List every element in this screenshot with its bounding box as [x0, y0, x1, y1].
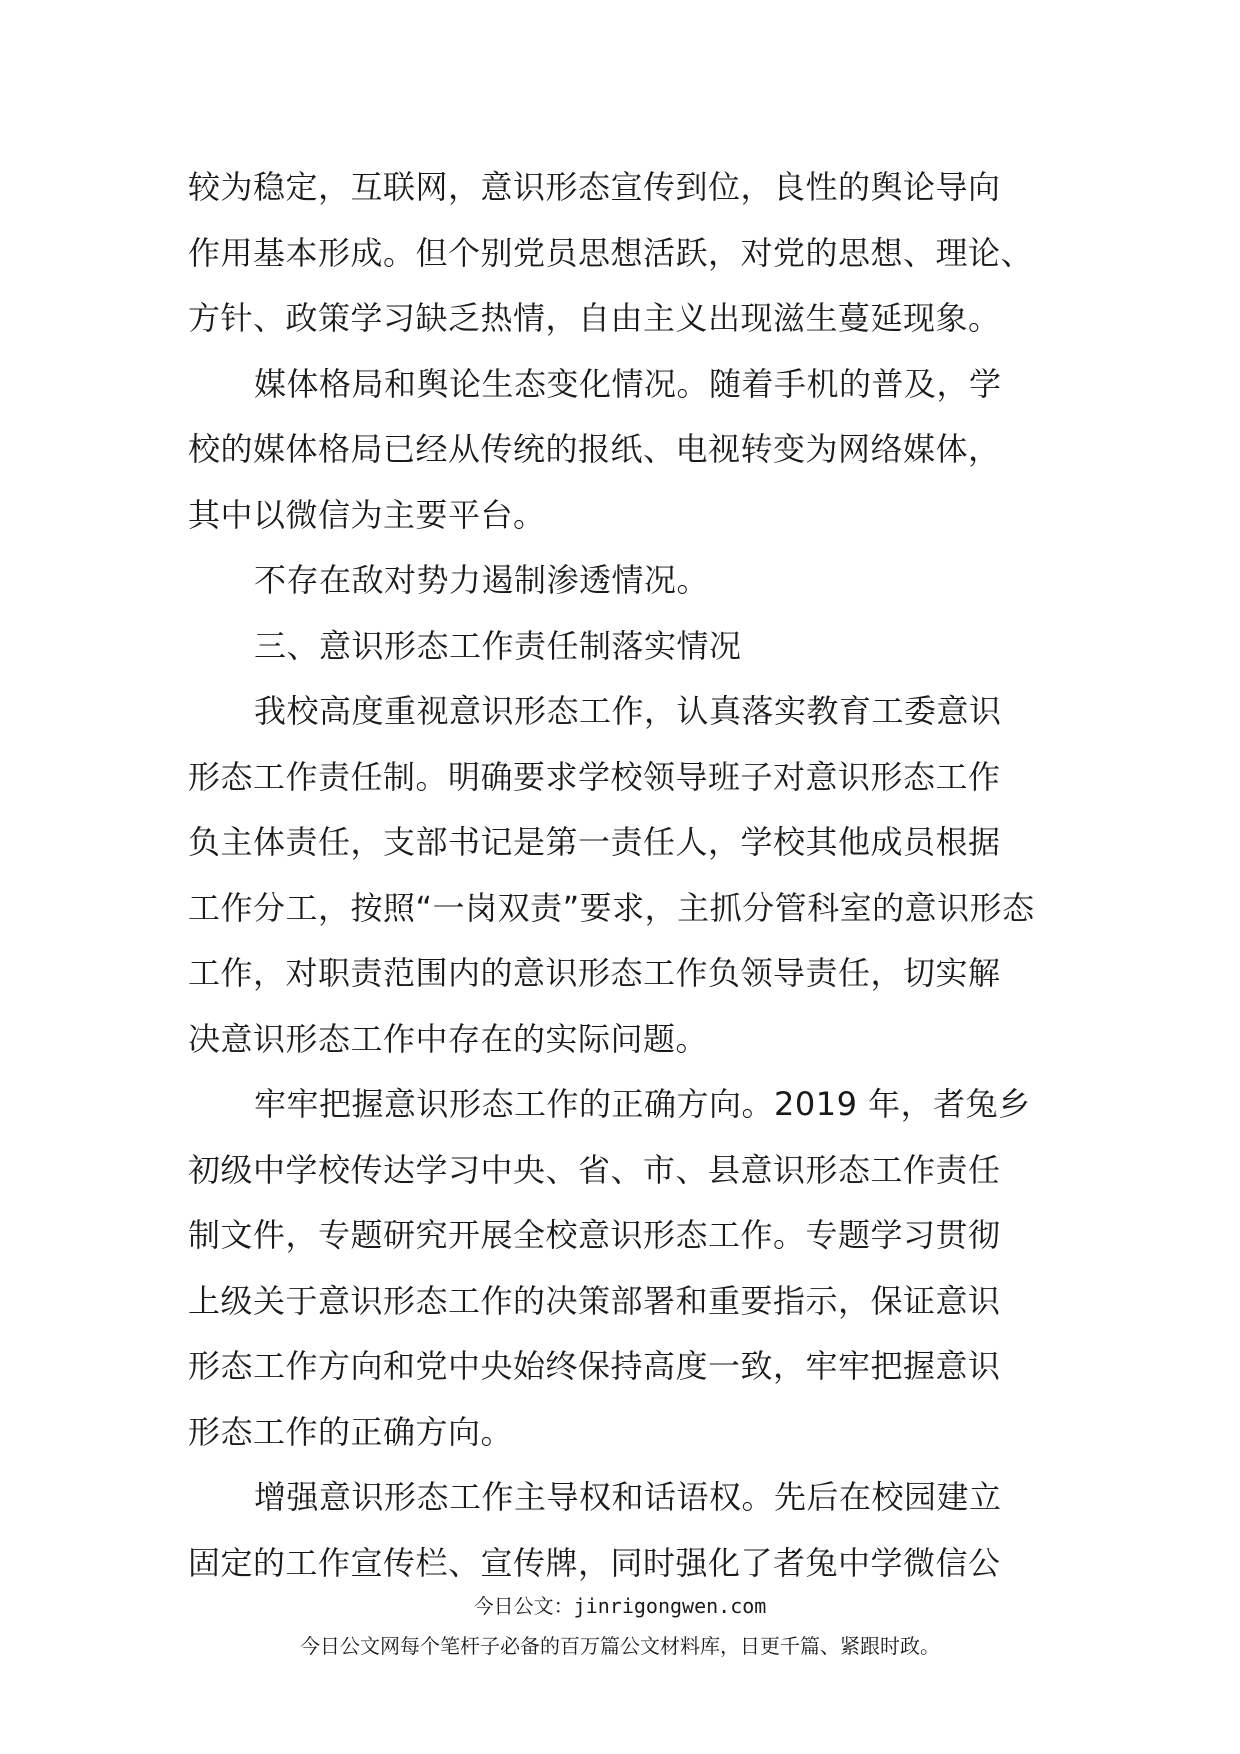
paragraph-line: 校的媒体格局已经从传统的报纸、电视转变为网络媒体，	[188, 430, 1001, 468]
paragraph-line: 形态工作方向和党中央始终保持高度一致，牢牢把握意识	[188, 1347, 1001, 1385]
paragraph-line: 初级中学校传达学习中央、省、市、县意识形态工作责任	[188, 1150, 1001, 1189]
footer-source	[0, 1590, 1240, 1619]
paragraph-first-line: 三、意识形态工作责任制落实情况	[254, 626, 742, 665]
paragraph-line: 决意识形态工作中存在的实际问题。	[188, 1019, 709, 1058]
paragraph-first-line: 不存在敌对势力遏制渗透情况。	[254, 561, 710, 599]
paragraph-line: 制文件，专题研究开展全校意识形态工作。专题学习贯彻	[188, 1216, 1001, 1254]
footer-slogan: 今日公文网每个笔杆子必备的百万篇公文材料库，日更千篇、紧跟时政。	[300, 1634, 940, 1658]
paragraph-line: 负主体责任，支部书记是第一责任人，学校其他成员根据	[188, 823, 1001, 861]
paragraph-first-line: 牢牢把握意识形态工作的正确方向。2019 年，者兔乡	[254, 1085, 1031, 1123]
paragraph-first-line: 我校高度重视意识形态工作，认真落实教育工委意识	[254, 692, 1002, 730]
paragraph-line: 工作分工，按照“一岗双责”要求，主抓分管科室的意识形态	[188, 888, 1035, 927]
paragraph-line: 固定的工作宣传栏、宣传牌，同时强化了者兔中学微信公	[188, 1543, 1001, 1582]
paragraph-line: 作用基本形成。但个别党员思想活跃，对党的思想、理论、	[188, 233, 1034, 272]
document-body	[188, 155, 1068, 1596]
paragraph-line: 上级关于意识形态工作的决策部署和重要指示，保证意识	[188, 1281, 1001, 1320]
paragraph-line: 方针、政策学习缺乏热情，自由主义出现滋生蔓延现象。	[188, 299, 1001, 337]
paragraph-line: 形态工作责任制。明确要求学校领导班子对意识形态工作	[188, 757, 1001, 796]
paragraph-line: 形态工作的正确方向。	[188, 1412, 514, 1451]
paragraph-line: 工作，对职责范围内的意识形态工作负领导责任，切实解	[188, 954, 1001, 992]
footer-site-label: 今日公文：	[473, 1594, 574, 1618]
paragraph-line: 较为稳定，互联网，意识形态宣传到位，良性的舆论导向	[188, 168, 1001, 206]
paragraph-first-line: 媒体格局和舆论生态变化情况。随着手机的普及，学	[254, 364, 1002, 403]
paragraph-line: 其中以微信为主要平台。	[188, 495, 546, 534]
paragraph-first-line: 增强意识形态工作主导权和话语权。先后在校园建立	[254, 1478, 1002, 1516]
footer-site-url[interactable]: jinrigongwen.com	[573, 1594, 767, 1618]
